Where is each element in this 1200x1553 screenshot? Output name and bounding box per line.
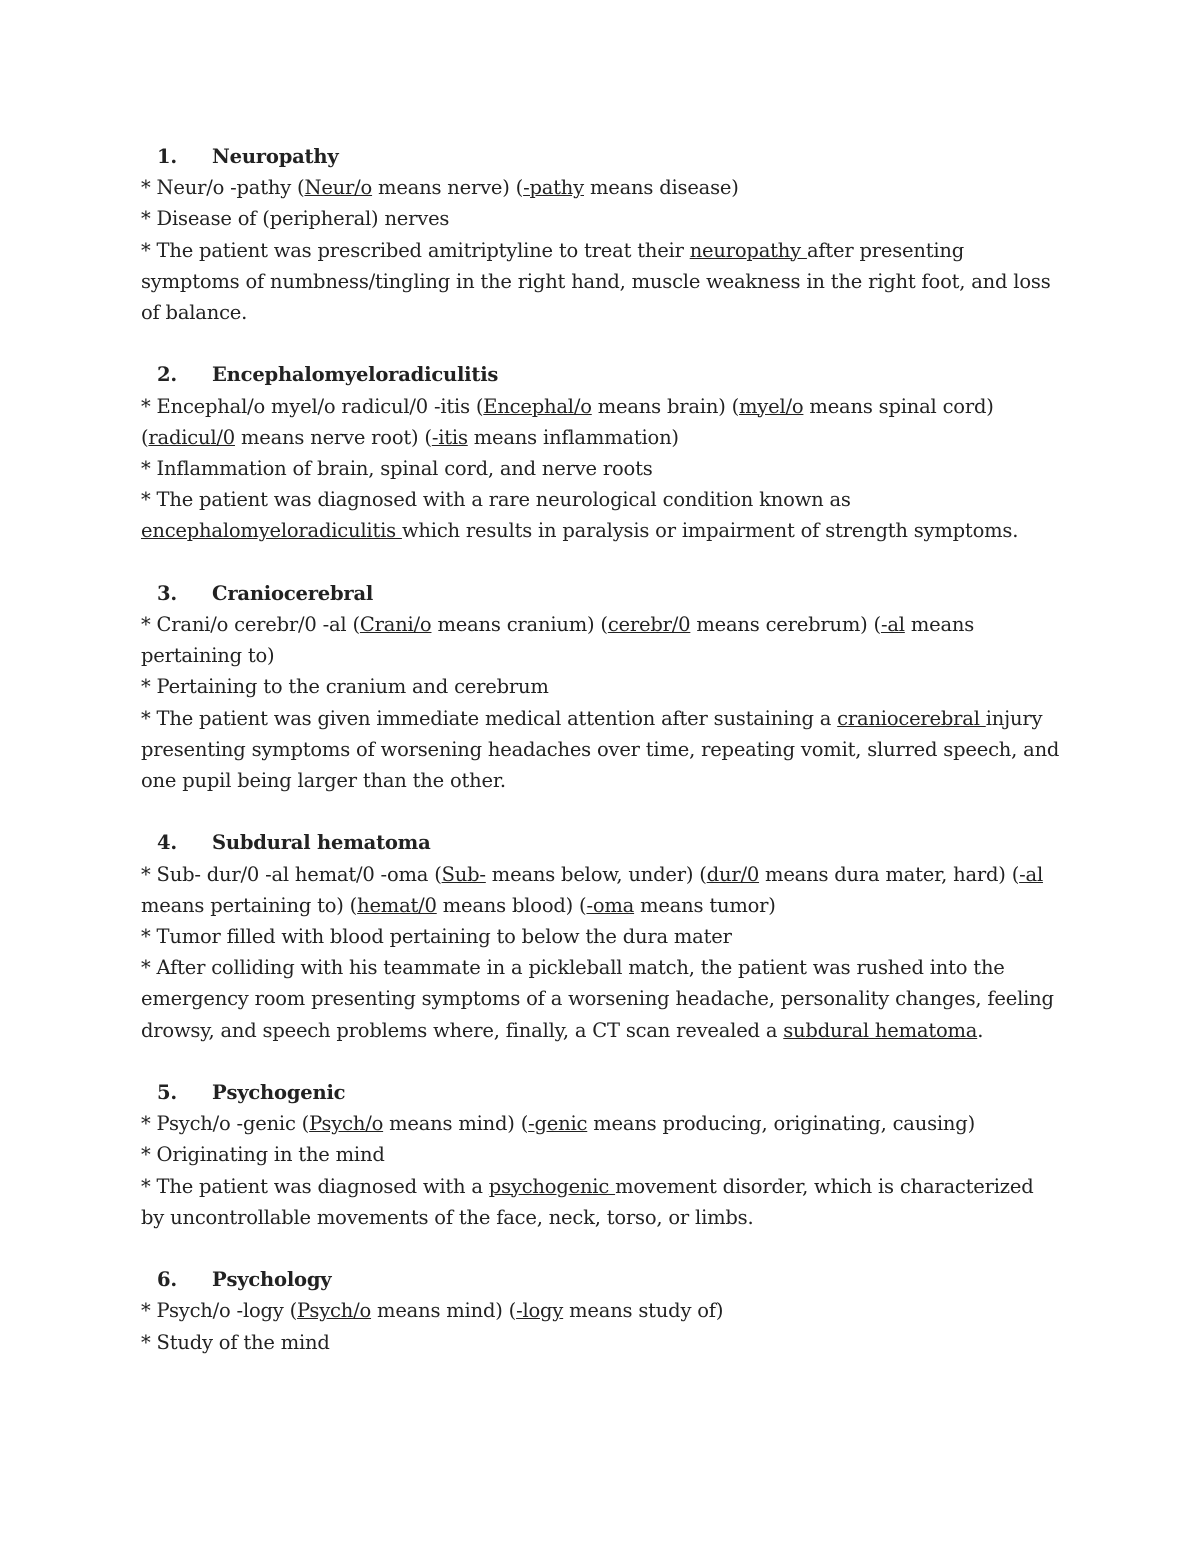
- text-segment: * Psych/o -genic (: [141, 1112, 310, 1136]
- text-segment: * Inflammation of brain, spinal cord, and nerve roots: [141, 457, 653, 481]
- term-title: Encephalomyeloradiculitis: [212, 363, 499, 387]
- underlined-term: Neur/o: [304, 176, 373, 200]
- term-heading: [141, 578, 1061, 609]
- text-segment: means blood) (: [436, 893, 587, 917]
- text-segment: means producing, originating, causing): [587, 1112, 975, 1136]
- text-segment: * Psych/o -logy (: [141, 1299, 298, 1323]
- underlined-term: -al: [880, 613, 905, 637]
- term-title: Psychogenic: [212, 1081, 346, 1105]
- term-line: [141, 859, 1061, 921]
- text-segment: * Sub- dur/0 -al hemat/0 -oma (: [141, 862, 442, 886]
- underlined-term: dur/0: [706, 862, 760, 886]
- text-segment: * Crani/o cerebr/0 -al (: [141, 613, 360, 637]
- underlined-term: -al: [1019, 862, 1043, 886]
- term-line: [141, 1295, 1061, 1326]
- text-segment: injury presenting symptoms of worsening headaches over time, repeating vomit, slurred speech, and one pupil being larger than the other.: [141, 706, 1060, 793]
- text-segment: * Neur/o -pathy (: [141, 176, 305, 200]
- text-segment: which results in paralysis or impairment of strength symptoms.: [401, 519, 1019, 543]
- term-number: 3.: [157, 581, 177, 605]
- term-title: Craniocerebral: [212, 581, 374, 605]
- term-entry: [141, 1264, 1061, 1358]
- term-entry: [141, 827, 1061, 1045]
- underlined-term: cerebr/0: [607, 613, 691, 637]
- text-segment: means nerve root) (: [234, 425, 432, 449]
- text-segment: means below, under) (: [485, 862, 707, 886]
- underlined-term: Crani/o: [359, 613, 432, 637]
- term-line: [141, 172, 1061, 203]
- text-segment: means tumor): [634, 893, 776, 917]
- term-line: [141, 703, 1061, 797]
- term-line: [141, 453, 1061, 484]
- term-number: 2.: [157, 363, 177, 387]
- term-line: [141, 1327, 1061, 1358]
- text-segment: means pertaining to) (: [141, 893, 358, 917]
- term-line: [141, 391, 1061, 453]
- text-segment: means dura mater, hard) (: [759, 862, 1020, 886]
- term-line: [141, 609, 1061, 671]
- underlined-term: subdural hematoma: [783, 1018, 978, 1042]
- text-segment: * Pertaining to the cranium and cerebrum: [141, 675, 549, 699]
- underlined-term: encephalomyeloradiculitis: [141, 519, 402, 543]
- underlined-term: craniocerebral: [837, 706, 986, 730]
- underlined-term: -logy: [516, 1299, 564, 1323]
- text-segment: * After colliding with his teammate in a pickleball match, the patient was rushed into the emergency room presenting symptoms of a worsening headache, personality changes, feeling drowsy, and speech problems where, finally, a CT scan revealed a: [141, 956, 1054, 1042]
- text-segment: * Originating in the mind: [141, 1143, 385, 1167]
- term-title: Subdural hematoma: [212, 831, 431, 855]
- term-line: [141, 203, 1061, 234]
- text-segment: means spinal cord) (: [141, 394, 994, 449]
- text-segment: * The patient was diagnosed with a rare neurological condition known as: [141, 488, 851, 512]
- text-segment: * The patient was diagnosed with a: [141, 1174, 489, 1198]
- term-number: 1.: [157, 145, 177, 168]
- term-entry: [141, 578, 1061, 796]
- term-line: [141, 1171, 1061, 1233]
- underlined-term: Sub-: [441, 862, 486, 886]
- underlined-term: Psych/o: [309, 1112, 384, 1136]
- text-segment: means nerve) (: [372, 176, 524, 200]
- text-segment: means pertaining to): [141, 613, 975, 668]
- underlined-term: -itis: [431, 425, 468, 449]
- underlined-term: myel/o: [739, 394, 804, 418]
- term-line: [141, 235, 1061, 329]
- term-line: [141, 952, 1061, 1046]
- text-segment: * Study of the mind: [141, 1330, 330, 1354]
- text-segment: * Tumor filled with blood pertaining to below the dura mater: [141, 925, 732, 949]
- underlined-term: psychogenic: [488, 1174, 616, 1198]
- text-segment: means inflammation): [467, 425, 679, 449]
- term-heading: [141, 1264, 1061, 1295]
- term-line: [141, 484, 1061, 546]
- underlined-term: Psych/o: [297, 1299, 372, 1323]
- term-line: [141, 1139, 1061, 1170]
- underlined-term: Encephal/o: [483, 394, 592, 418]
- term-heading: [141, 1077, 1061, 1108]
- underlined-term: -pathy: [523, 176, 584, 200]
- term-line: [141, 921, 1061, 952]
- underlined-term: radicul/0: [148, 425, 235, 449]
- text-segment: * The patient was given immediate medical attention after sustaining a: [141, 706, 838, 730]
- term-line: [141, 1108, 1061, 1139]
- term-list: [141, 141, 1061, 1389]
- term-number: 6.: [157, 1268, 177, 1292]
- underlined-term: hemat/0: [357, 893, 437, 917]
- term-heading: [141, 141, 1061, 172]
- text-segment: * Encephal/o myel/o radicul/0 -itis (: [141, 394, 484, 418]
- term-line: [141, 671, 1061, 702]
- text-segment: means mind) (: [371, 1299, 517, 1323]
- term-number: 5.: [157, 1081, 177, 1105]
- term-entry: [141, 1077, 1061, 1233]
- text-segment: after presenting symptoms of numbness/tingling in the right hand, muscle weakness in the right foot, and loss of balance.: [141, 238, 1051, 325]
- text-segment: means brain) (: [591, 394, 740, 418]
- underlined-term: neuropathy: [689, 238, 807, 262]
- term-title: Psychology: [212, 1268, 332, 1292]
- text-segment: means study of): [563, 1299, 724, 1323]
- term-heading: [141, 359, 1061, 390]
- term-title: Neuropathy: [212, 145, 339, 168]
- underlined-term: -genic: [528, 1112, 588, 1136]
- text-segment: .: [977, 1018, 984, 1042]
- term-entry: [141, 359, 1061, 546]
- underlined-term: -oma: [586, 893, 635, 917]
- text-segment: * Disease of (peripheral) nerves: [141, 207, 450, 231]
- text-segment: means cranium) (: [431, 613, 608, 637]
- text-segment: means disease): [584, 176, 739, 200]
- text-segment: means mind) (: [383, 1112, 529, 1136]
- text-segment: * The patient was prescribed amitriptyline to treat their: [141, 238, 690, 262]
- term-heading: [141, 827, 1061, 858]
- term-entry: [141, 141, 1061, 328]
- term-number: 4.: [157, 831, 177, 855]
- text-segment: means cerebrum) (: [690, 613, 881, 637]
- text-segment: movement disorder, which is characterized by uncontrollable movements of the face, neck, torso, or limbs.: [141, 1174, 1034, 1229]
